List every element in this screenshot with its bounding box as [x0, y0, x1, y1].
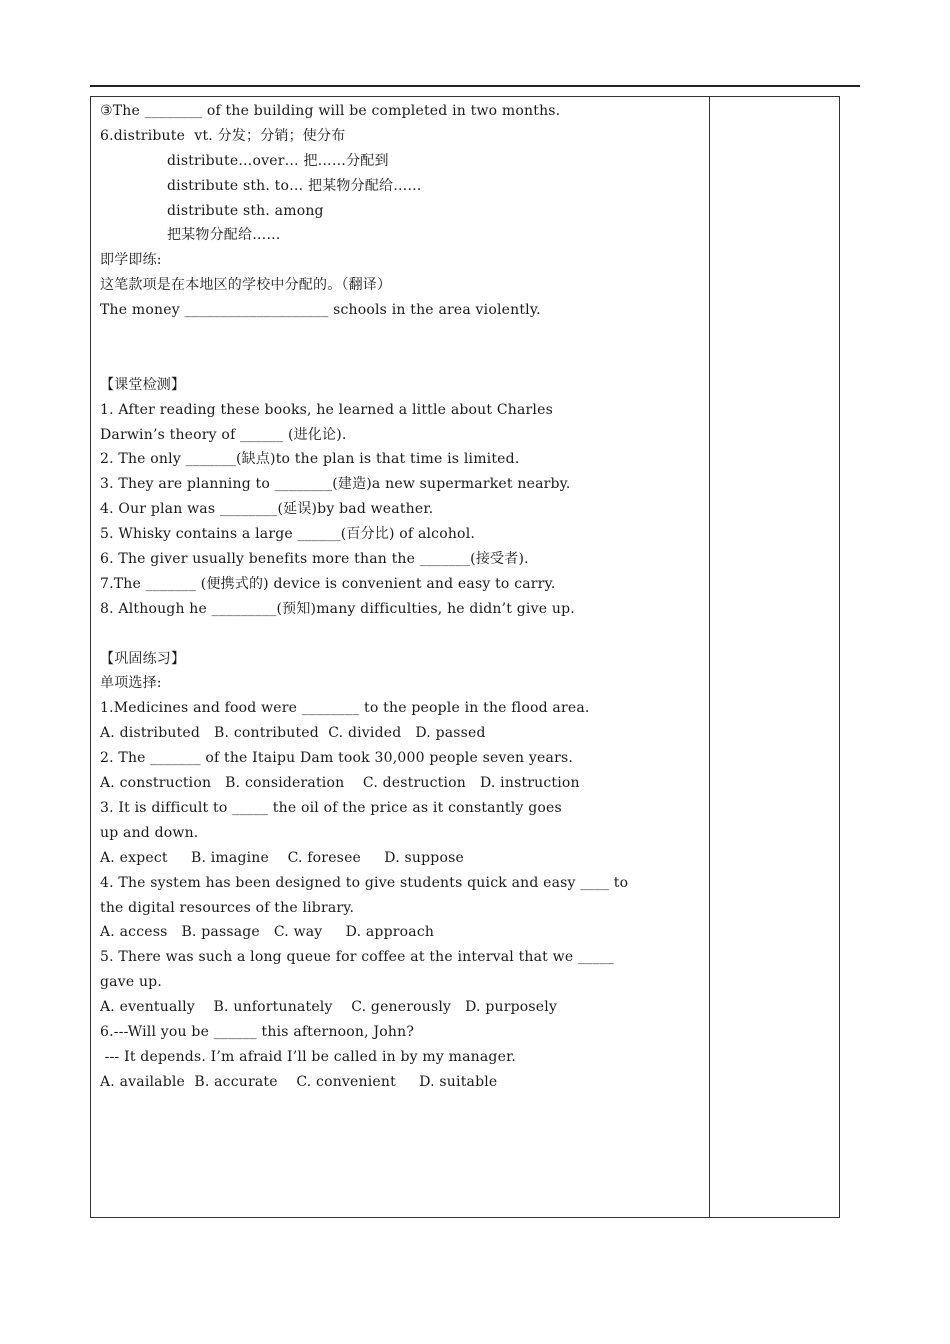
question-line: --- It depends. I’m afraid I’ll be called in by my manager.: [100, 1048, 517, 1065]
question-line: 5. There was such a long queue for coffee at the interval that we _____: [100, 949, 614, 966]
exercise-line: 1. After reading these books, he learned a little about Charles: [100, 401, 553, 418]
question-line: 1.Medicines and food were ________ to the people in the flood area.: [100, 700, 590, 717]
practice-prompt: 这笔款项是在本地区的学校中分配的。（翻译）: [100, 277, 392, 294]
question-line: 4. The system has been designed to give students quick and easy ____ to: [100, 874, 629, 891]
options-line: A. construction B. consideration C. destruction D. instruction: [100, 775, 580, 792]
question-line: the digital resources of the library.: [100, 899, 355, 916]
consolidation-heading: 【巩固练习】: [100, 650, 186, 667]
vocab-item-3: ③The ________ of the building will be completed in two months.: [100, 103, 561, 119]
options-line: A. access B. passage C. way D. approach: [100, 924, 435, 941]
column-divider: [709, 97, 710, 1217]
main-column: [100, 99, 705, 1095]
options-line: A. available B. accurate C. convenient D. suitable: [100, 1073, 498, 1090]
question-line: 6.---Will you be ______ this afternoon, John?: [100, 1023, 415, 1040]
usage-line: distribute sth. to… 把某物分配给……: [167, 177, 422, 194]
consolidation-subheading: 单项选择:: [100, 675, 162, 692]
header-rule: [90, 85, 860, 87]
question-line: up and down.: [100, 824, 199, 841]
options-line: A. distributed B. contributed C. divided D. passed: [100, 725, 486, 742]
classroom-check-heading: 【课堂检测】: [100, 376, 186, 393]
options-line: A. expect B. imagine C. foresee D. suppose: [100, 849, 464, 866]
spacer: [100, 348, 705, 373]
spacer: [100, 622, 705, 647]
usage-line: distribute sth. among: [167, 202, 324, 219]
question-line: 3. It is difficult to _____ the oil of the price as it constantly goes: [100, 799, 562, 816]
vocab-item-6-title: 6.distribute vt. 分发；分销；使分布: [100, 127, 346, 144]
usage-line: 把某物分配给……: [167, 227, 281, 244]
question-line: 2. The _______ of the Itaipu Dam took 30,000 people seven years.: [100, 750, 573, 767]
question-line: gave up.: [100, 974, 162, 991]
usage-line: distribute…over… 把……分配到: [167, 152, 389, 169]
exercise-line: 7.The _______ (便携式的) device is convenient and easy to carry.: [100, 575, 556, 592]
spacer: [100, 323, 705, 348]
practice-sentence: The money ____________________ schools in the area violently.: [100, 302, 541, 319]
worksheet-table: [90, 96, 840, 1218]
options-line: A. eventually B. unfortunately C. generously D. purposely: [100, 999, 558, 1016]
exercise-line: 6. The giver usually benefits more than the _______(接受者).: [100, 551, 529, 568]
exercise-line: 8. Although he _________(预知)many difficulties, he didn’t give up.: [100, 600, 575, 617]
exercise-line: 3. They are planning to ________(建造)a new supermarket nearby.: [100, 476, 571, 493]
practice-title: 即学即练:: [100, 252, 162, 269]
exercise-line: 4. Our plan was ________(延误)by bad weather.: [100, 501, 434, 518]
exercise-line: 5. Whisky contains a large ______(百分比) of alcohol.: [100, 526, 476, 543]
exercise-line: 2. The only _______(缺点)to the plan is that time is limited.: [100, 451, 520, 468]
exercise-line: Darwin’s theory of ______ (进化论).: [100, 426, 347, 443]
